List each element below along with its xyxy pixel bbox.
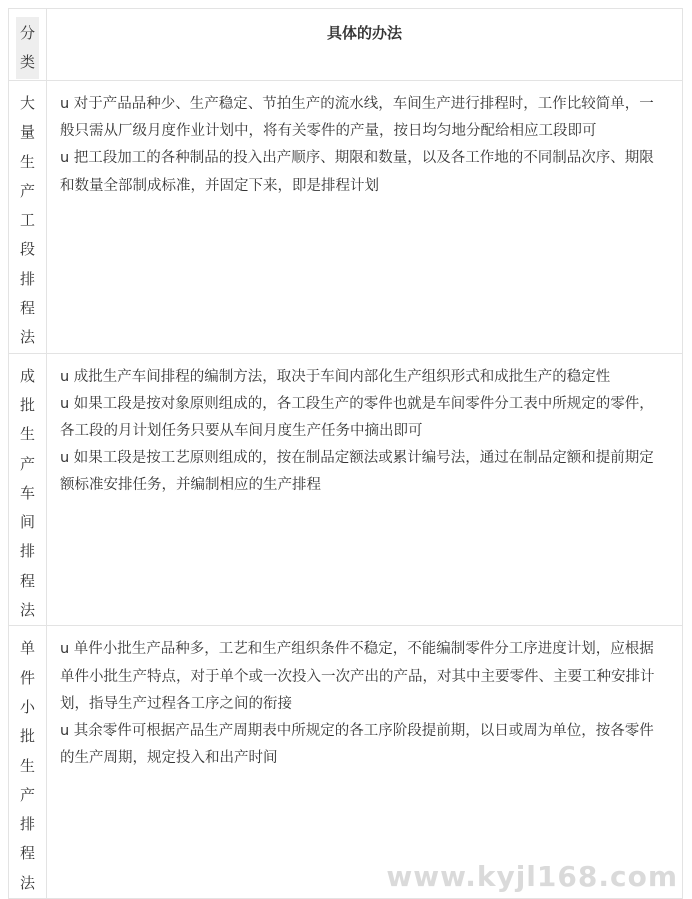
category-cell-single-small-batch bbox=[9, 626, 47, 899]
category-cell-mass-production bbox=[9, 81, 47, 354]
category-char: 法 bbox=[19, 873, 35, 892]
method-item: u 把工段加工的各种制品的投入出产顺序、期限和数量，以及各工作地的不同制品次序、期限和数量全部制成标准，并固定下来，即是排程计划 bbox=[60, 150, 654, 194]
table-row bbox=[9, 353, 683, 626]
category-char: 批 bbox=[19, 727, 35, 746]
table-row bbox=[9, 81, 683, 354]
category-char: 程 bbox=[19, 844, 35, 863]
method-item: u 单件小批生产品种多，工艺和生产组织条件不稳定，不能编制零件分工序进度计划，应根据单件小批生产特点，对于单个或一次投入一次产出的产品，对其中主要零件、主要工种安排计划，指导生产过程各工序之间的衔接 bbox=[60, 641, 655, 712]
category-char: 程 bbox=[19, 299, 35, 318]
table-header-row bbox=[9, 9, 683, 81]
category-char: 批 bbox=[19, 395, 35, 414]
category-char: 单 bbox=[19, 639, 35, 658]
category-char: 量 bbox=[19, 123, 35, 142]
category-label bbox=[9, 362, 46, 626]
method-cell-batch-production bbox=[47, 353, 683, 626]
category-label bbox=[9, 634, 46, 898]
category-header-cell bbox=[9, 9, 47, 81]
category-char: 生 bbox=[19, 756, 35, 775]
method-item: u 对于产品品种少、生产稳定、节拍生产的流水线，车间生产进行排程时，工作比较简单，一般只需从厂级月度作业计划中，将有关零件的产量，按日均匀地分配给相应工段即可 bbox=[60, 96, 654, 140]
method-item: u 如果工段是按对象原则组成的，各工段生产的零件也就是车间零件分工表中所规定的零件，各工段的月计划任务只要从车间月度生产任务中摘出即可 bbox=[60, 395, 654, 440]
site-watermark: www.kyjl168.com bbox=[386, 860, 678, 893]
method-item: u 成批生产车间排程的编制方法，取决于车间内部化生产组织形式和成批生产的稳定性 bbox=[60, 368, 611, 385]
category-header-char: 分 bbox=[19, 24, 35, 42]
category-char: 产 bbox=[19, 785, 35, 804]
production-scheduling-table bbox=[8, 8, 683, 899]
method-cell-single-small-batch bbox=[47, 626, 683, 899]
category-char: 段 bbox=[19, 240, 35, 259]
category-char: 生 bbox=[19, 425, 35, 444]
category-header-char: 类 bbox=[19, 53, 35, 71]
category-char: 程 bbox=[19, 571, 35, 590]
category-char: 排 bbox=[19, 269, 35, 288]
category-char: 法 bbox=[19, 601, 35, 620]
method-item: u 其余零件可根据产品生产周期表中所规定的各工序阶段提前期，以日或周为单位，按各零件的生产周期，规定投入和出产时间 bbox=[60, 722, 654, 767]
category-header bbox=[16, 17, 39, 79]
category-cell-batch-production bbox=[9, 353, 47, 626]
category-label bbox=[9, 89, 46, 353]
category-char: 成 bbox=[19, 366, 35, 385]
category-char: 产 bbox=[19, 454, 35, 473]
category-char: 车 bbox=[19, 483, 35, 502]
category-char: 件 bbox=[19, 668, 35, 687]
category-char: 小 bbox=[19, 697, 35, 716]
method-cell-mass-production bbox=[47, 81, 683, 354]
category-char: 产 bbox=[19, 181, 35, 200]
method-header: 具体的办法 bbox=[47, 9, 683, 81]
method-item: u 如果工段是按工艺原则组成的，按在制品定额法或累计编号法，通过在制品定额和提前期定额标准安排任务，并编制相应的生产排程 bbox=[60, 450, 654, 494]
table-row bbox=[9, 626, 683, 899]
category-char: 工 bbox=[19, 211, 35, 230]
category-char: 间 bbox=[19, 513, 35, 532]
category-char: 大 bbox=[19, 94, 35, 112]
category-char: 法 bbox=[19, 328, 35, 347]
category-char: 排 bbox=[19, 542, 35, 561]
category-char: 生 bbox=[19, 152, 35, 171]
category-char: 排 bbox=[19, 815, 35, 834]
